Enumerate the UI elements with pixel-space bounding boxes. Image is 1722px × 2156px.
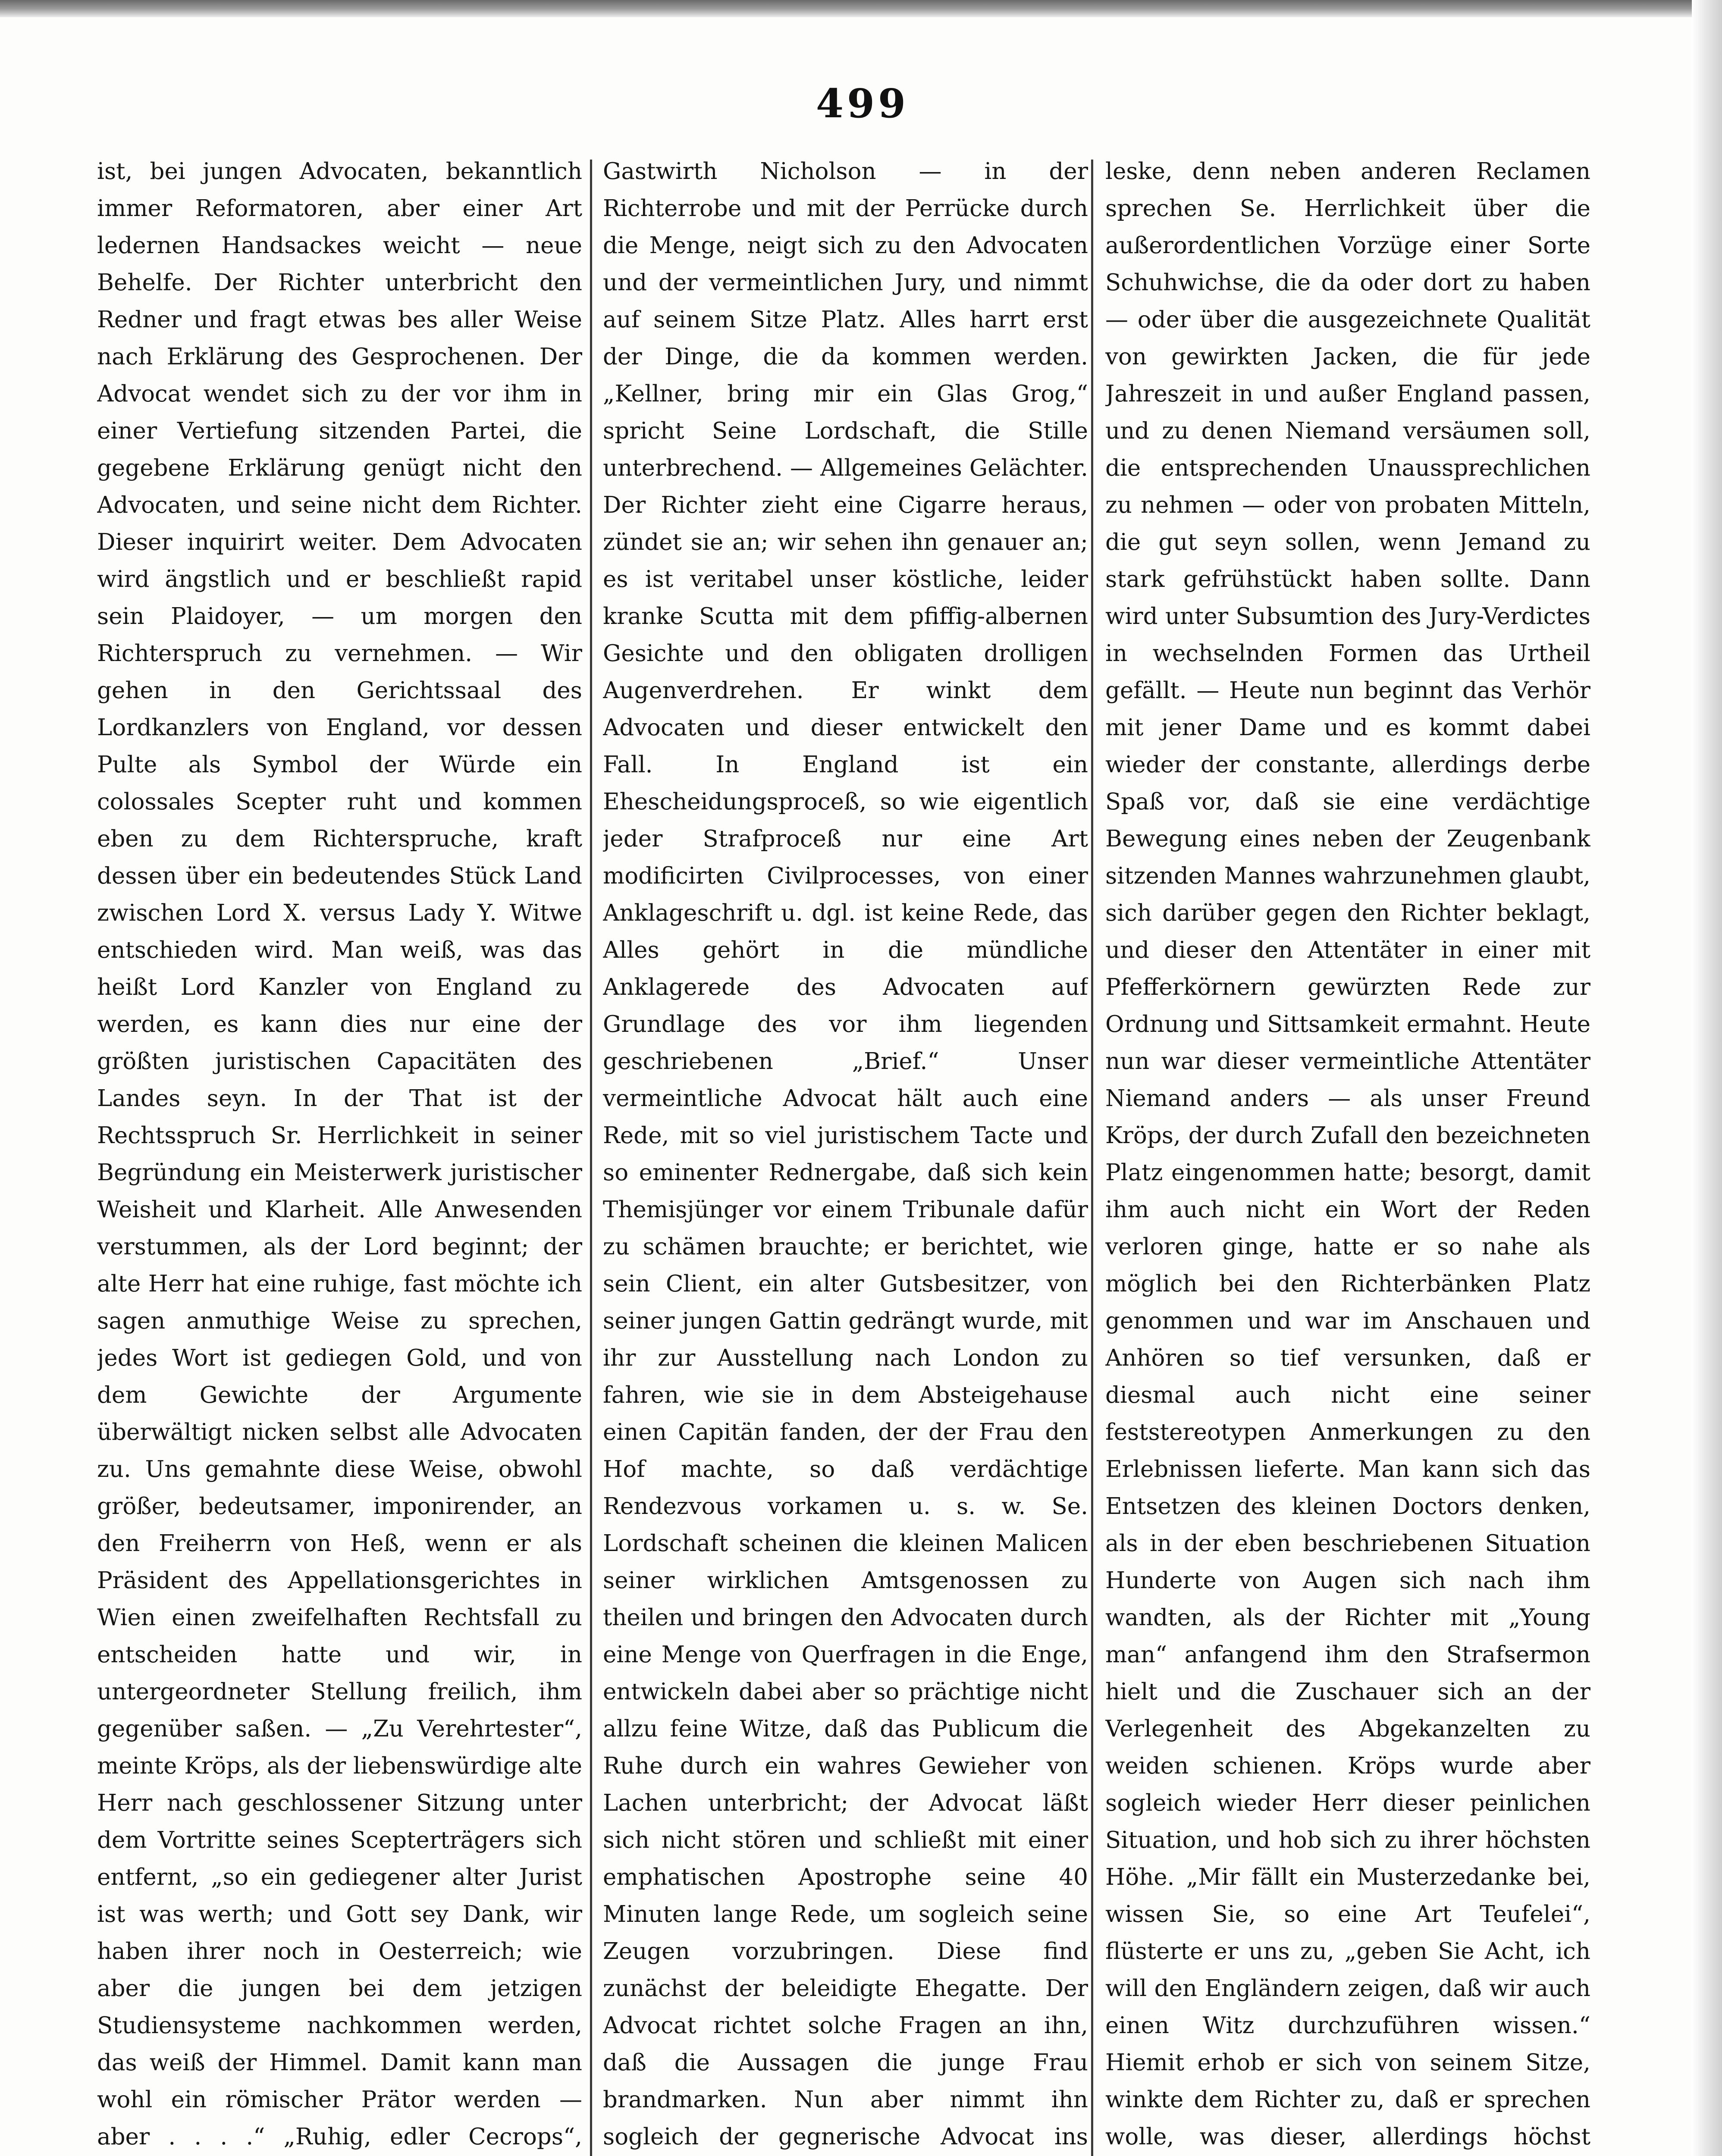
text-column-2 bbox=[603, 153, 1088, 2156]
paragraph: leske, denn neben anderen Reclamen sprechen Se. Herrlichkeit über die außerordentlichen Vorzüge einer Sorte Schuhwichse, die da oder dort zu haben — oder über die ausgezeichnete Qualität von gewirkten Jacken, die für jede Jahreszeit in und außer England passen, und zu denen Niemand versäumen soll, die entsprechenden Unaussprechlichen zu nehmen — oder von probaten Mitteln, die gut seyn sollen, wenn Jemand zu stark gefrühstückt haben sollte. Dann wird unter Subsumtion des Jury-Verdictes in wechselnden Formen das Urtheil gefällt. — Heute nun beginnt das Verhör mit jener Dame und es kommt dabei wieder der constante, allerdings derbe Spaß vor, daß sie eine verdächtige Bewegung eines neben der Zeugenbank sitzenden Mannes wahrzunehmen glaubt, sich darüber gegen den Richter beklagt, und dieser den Attentäter in einer mit Pfefferkörnern gewürzten Rede zur Ordnung und Sittsamkeit ermahnt. Heute nun war dieser vermeintliche Attentäter Niemand anders — als unser Freund Kröps, der durch Zufall den bezeichneten Platz eingenommen hatte; besorgt, damit ihm auch nicht ein Wort der Reden verloren ginge, hatte er so nahe als möglich bei den Richterbänken Platz genommen und war im Anschauen und Anhören so tief versunken, daß er diesmal auch nicht eine seiner feststereotypen Anmerkungen zu den Erlebnissen lieferte. Man kann sich das Entsetzen des kleinen Doctors denken, als in der eben beschriebenen Situation Hunderte von Augen sich nach ihm wandten, als der Richter mit „Young man“ anfangend ihm den Strafsermon hielt und die Zuschauer sich an der Verlegenheit des Abgekanzelten zu weiden schienen. Kröps wurde aber sogleich wieder Herr dieser peinlichen Situation, und hob sich zu ihrer höchsten Höhe. „Mir fällt ein Musterzedanke bei, wissen Sie, so eine Art Teufelei“, flüsterte er uns zu, „geben Sie Acht, ich will den Engländern zeigen, daß wir auch einen Witz durchzuführen wissen.“ Hiemit erhob er sich von seinem Sitze, winkte dem Richter zu, daß er sprechen wolle, was dieser, allerdings höchst bbox=[1105, 158, 1590, 2150]
paragraph: ist, bei jungen Advocaten, bekanntlich immer Reformatoren, aber einer Art ledernen Handsackes weicht — neue Behelfe. Der Richter unterbricht den Redner und fragt etwas bes aller Weise nach Erklärung des Gesprochenen. Der Advocat wendet sich zu der vor ihm in einer Vertiefung sitzenden Partei, die gegebene Erklärung genügt nicht den Advocaten, und seine nicht dem Richter. Dieser inquirirt weiter. Dem Advocaten wird ängstlich und er beschließt rapid sein Plaidoyer, — um morgen den Richterspruch zu vernehmen. — Wir gehen in den Gerichtssaal des Lordkanzlers von England, vor dessen Pulte als Symbol der Würde ein colossales Scepter ruht und kommen eben zu dem Richterspruche, kraft dessen über ein bedeutendes Stück Land zwischen Lord X. versus Lady Y. Witwe entschieden wird. Man weiß, was das heißt Lord Kanzler von England zu werden, es kann dies nur eine der größten juristischen Capacitäten des Landes seyn. In der That ist der Rechtsspruch Sr. Herrlichkeit in seiner Begründung ein Meisterwerk juristischer Weisheit und Klarheit. Alle Anwesenden verstummen, als der Lord beginnt; der alte Herr hat eine ruhige, fast möchte ich sagen anmuthige Weise zu sprechen, jedes Wort ist gediegen Gold, und von dem Gewichte der Argumente überwältigt nicken selbst alle Advocaten zu. Uns gemahnte diese Weise, obwohl größer, bedeutsamer, imponirender, an den Freiherrn von Heß, wenn er als Präsident des Appellationsgerichtes in Wien einen zweifelhaften Rechtsfall zu entscheiden hatte und wir, in untergeordneter Stellung freilich, ihm gegenüber saßen. — „Zu Verehrtester“, meinte Kröps, als der liebenswürdige alte Herr nach geschlossener Sitzung unter dem Vortritte seines Scepterträgers sich entfernt, „so ein gediegener alter Jurist ist was werth; und Gott sey Dank, wir haben ihrer noch in Oesterreich; wie aber die jungen bei dem jetzigen Studiensysteme nachkommen werden, das weiß der Himmel. Damit kann man wohl ein römischer Prätor werden — aber . . . .“ „Ruhig, edler Cecrops“, bbox=[97, 158, 582, 2150]
paragraph: Gastwirth Nicholson — in der Richterrobe und mit der Perrücke durch die Menge, neigt sich zu den Advocaten und der vermeintlichen Jury, und nimmt auf seinem Sitze Platz. Alles harrt erst der Dinge, die da kommen werden. „Kellner, bring mir ein Glas Grog,“ spricht Seine Lordschaft, die Stille unterbrechend. — Allgemeines Gelächter. Der Richter zieht eine Cigarre heraus, zündet sie an; wir sehen ihn genauer an; es ist veritabel unser köstliche, leider kranke Scutta mit dem pfiffig-albernen Gesichte und den obligaten drolligen Augenverdrehen. Er winkt dem Advocaten und dieser entwickelt den Fall. In England ist ein Ehescheidungsproceß, so wie eigentlich jeder Strafproceß nur eine Art modificirten Civilprocesses, von einer Anklageschrift u. dgl. ist keine Rede, das Alles gehört in die mündliche Anklagerede des Advocaten auf Grundlage des vor ihm liegenden geschriebenen „Brief.“ Unser vermeintliche Advocat hält auch eine Rede, mit so viel juristischem Tacte und so eminenter Rednergabe, daß sich kein Themisjünger vor einem Tribunale dafür zu schämen brauchte; er berichtet, wie sein Client, ein alter Gutsbesitzer, von seiner jungen Gattin gedrängt wurde, mit ihr zur Ausstellung nach London zu fahren, wie sie in dem Absteigehause einen Capitän fanden, der der Frau den Hof machte, so daß verdächtige Rendezvous vorkamen u. s. w. Se. Lordschaft scheinen die kleinen Malicen seiner wirklichen Amtsgenossen zu theilen und bringen den Advocaten durch eine Menge von Querfragen in die Enge, entwickeln dabei aber so prächtige nicht allzu feine Witze, daß das Publicum die Ruhe durch ein wahres Gewieher von Lachen unterbricht; der Advocat läßt sich nicht stören und schließt mit einer emphatischen Apostrophe seine 40 Minuten lange Rede, um sogleich seine Zeugen vorzubringen. Diese find zunächst der beleidigte Ehegatte. Der Advocat richtet solche Fragen an ihn, daß die Aussagen die junge Frau brandmarken. Nun aber nimmt ihn sogleich der gegnerische Advocat ins bbox=[603, 158, 1088, 2150]
text-column-1 bbox=[97, 153, 582, 2156]
page-number: 499 bbox=[816, 80, 910, 127]
text-column-3 bbox=[1105, 153, 1590, 2156]
column-divider bbox=[590, 160, 592, 2156]
column-divider bbox=[1091, 160, 1093, 2156]
scan-edge-right bbox=[1692, 0, 1722, 2156]
scan-edge-top bbox=[0, 0, 1722, 17]
